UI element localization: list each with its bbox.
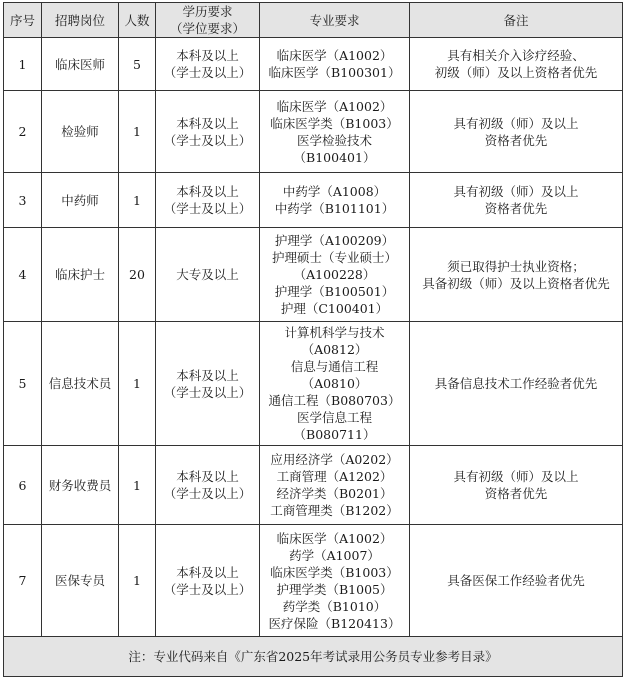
cell-education: 大专及以上 [156,228,260,322]
cell-major: 临床医学（A1002） 临床医学（B100301） [260,38,410,91]
cell-major: 临床医学（A1002） 临床医学类（B1003） 医学检验技术 （B100401） [260,91,410,173]
cell-education: 本科及以上 （学士及以上） [156,322,260,446]
cell-remark: 具备医保工作经验者优先 [410,525,623,637]
cell-education: 本科及以上 （学士及以上） [156,91,260,173]
cell-seq: 1 [4,38,42,91]
footnote: 注：专业代码来自《广东省2025年考试录用公务员专业参考目录》 [4,637,623,677]
cell-position: 检验师 [42,91,119,173]
table-row [4,322,623,446]
cell-major: 护理学（A100209） 护理硕士（专业硕士） （A100228） 护理学（B100501） 护理（C100401） [260,228,410,322]
cell-seq: 7 [4,525,42,637]
cell-education: 本科及以上 （学士及以上） [156,173,260,228]
cell-position: 财务收费员 [42,446,119,525]
cell-count: 1 [119,446,156,525]
header-education: 学历要求 （学位要求） [156,3,260,38]
cell-position: 中药师 [42,173,119,228]
cell-remark: 须已取得护士执业资格； 具备初级（师）及以上资格者优先 [410,228,623,322]
cell-seq: 5 [4,322,42,446]
cell-position: 医保专员 [42,525,119,637]
cell-major: 计算机科学与技术 （A0812） 信息与通信工程 （A0810） 通信工程（B080703） 医学信息工程 （B080711） [260,322,410,446]
cell-seq: 6 [4,446,42,525]
cell-count: 1 [119,322,156,446]
cell-count: 1 [119,91,156,173]
header-seq: 序号 [4,3,42,38]
header-count: 人数 [119,3,156,38]
cell-count: 5 [119,38,156,91]
cell-remark: 具有初级（师）及以上 资格者优先 [410,173,623,228]
cell-education: 本科及以上 （学士及以上） [156,446,260,525]
cell-position: 临床护士 [42,228,119,322]
header-remark: 备注 [410,3,623,38]
cell-remark: 具有相关介入诊疗经验、 初级（师）及以上资格者优先 [410,38,623,91]
cell-position: 信息技术员 [42,322,119,446]
cell-major: 临床医学（A1002） 药学（A1007） 临床医学类（B1003） 护理学类（B1005） 药学类（B1010） 医疗保险（B120413） [260,525,410,637]
footnote-row [4,637,623,677]
table-row [4,38,623,91]
table-row [4,446,623,525]
table-row [4,173,623,228]
header-major: 专业要求 [260,3,410,38]
cell-seq: 3 [4,173,42,228]
header-position: 招聘岗位 [42,3,119,38]
cell-remark: 具备信息技术工作经验者优先 [410,322,623,446]
table-row [4,91,623,173]
cell-count: 1 [119,525,156,637]
table-row [4,228,623,322]
cell-education: 本科及以上 （学士及以上） [156,38,260,91]
cell-seq: 4 [4,228,42,322]
cell-count: 1 [119,173,156,228]
table-row [4,525,623,637]
cell-count: 20 [119,228,156,322]
cell-major: 中药学（A1008） 中药学（B101101） [260,173,410,228]
cell-education: 本科及以上 （学士及以上） [156,525,260,637]
cell-seq: 2 [4,91,42,173]
cell-remark: 具有初级（师）及以上 资格者优先 [410,446,623,525]
cell-position: 临床医师 [42,38,119,91]
cell-remark: 具有初级（师）及以上 资格者优先 [410,91,623,173]
recruitment-table [3,2,623,677]
cell-major: 应用经济学（A0202） 工商管理（A1202） 经济学类（B0201） 工商管理类（B1202） [260,446,410,525]
header-row [4,3,623,38]
